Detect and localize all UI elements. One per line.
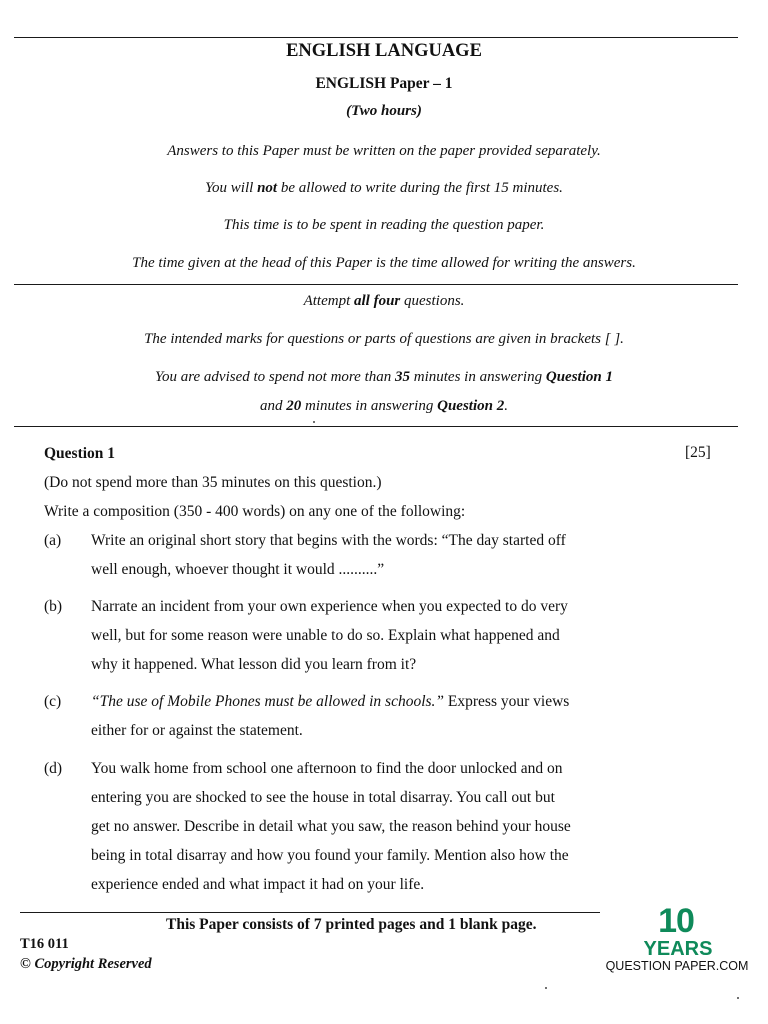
instruction-emphasis: Question 2 [437,398,505,414]
option-text: get no answer. Describe in detail what you saw, the reason behind your house [91,818,571,835]
option-label: (d) [44,760,63,777]
instruction-emphasis: all four [353,293,401,309]
instruction-emphasis: Question 1 [545,369,613,385]
instruction-line [0,180,768,197]
instruction-text: questions. [400,293,465,309]
instruction-line: Answers to this Paper must be written on the paper provided separately. [167,143,601,159]
instruction-line [0,398,768,415]
top-rule [14,37,738,38]
question-prompt: Write a composition (350 - 400 words) on any one of the following: [44,503,466,520]
option-text: experience ended and what impact it had on your life. [91,876,425,893]
paper-duration: (Two hours) [346,103,422,119]
question-marks: [25] [685,444,711,461]
question-heading: Question 1 [44,445,116,462]
option-text: Write an original short story that begins with the words: “The day started off [91,532,566,549]
instruction-text: be allowed to write during the first 15 minutes. [277,180,563,196]
option-text: well enough, whoever thought it would ..........” [91,561,385,578]
paper-number: ENGLISH Paper – 1 [315,75,453,92]
option-label: (c) [44,693,62,710]
paper-title: ENGLISH LANGUAGE [286,41,482,61]
scan-speck [737,997,739,999]
option-text: well, but for some reason were unable to do so. Explain what happened and [91,627,560,644]
watermark-site: QUESTION PAPER.COM [605,959,749,973]
question-note: (Do not spend more than 35 minutes on this question.) [44,474,382,491]
instruction-text: minutes in answering [410,369,546,385]
option-text: either for or against the statement. [91,722,303,739]
instruction-line: The time given at the head of this Paper is the time allowed for writing the answers. [132,255,636,271]
watermark-years: YEARS [643,938,713,960]
scan-speck [545,987,547,989]
section-rule [14,426,738,427]
paper-code: T16 011 [20,936,69,952]
copyright-notice: © Copyright Reserved [20,956,152,972]
option-text: Narrate an incident from your own experience when you expected to do very [91,598,568,615]
instruction-line: The intended marks for questions or parts of questions are given in brackets [ ]. [144,331,624,347]
instruction-text: You will [205,180,258,196]
option-text-rest: Express your views [444,693,570,710]
middle-rule [14,284,738,285]
option-text: why it happened. What lesson did you learn from it? [91,656,417,673]
page-count-note: This Paper consists of 7 printed pages and 1 blank page. [166,916,537,933]
instruction-emphasis: 20 [286,398,302,414]
option-label: (b) [44,598,63,615]
instruction-line [0,369,768,386]
instruction-text: Attempt [303,293,354,309]
option-label: (a) [44,532,62,549]
instruction-line [0,293,768,310]
instruction-text: You are advised to spend not more than [155,369,396,385]
instruction-line: This time is to be spent in reading the question paper. [223,217,545,233]
option-text [91,693,569,711]
instruction-text: minutes in answering [301,398,438,414]
scan-speck [313,421,315,423]
watermark-number: 10 [658,902,694,940]
instruction-text: . [504,398,508,414]
footer-rule [20,912,600,913]
option-text: entering you are shocked to see the house in total disarray. You call out but [91,789,555,806]
option-text: being in total disarray and how you found your family. Mention also how the [91,847,569,864]
option-quote: “The use of Mobile Phones must be allowed in schools.” [91,693,445,710]
instruction-emphasis: 35 [395,369,411,385]
instruction-emphasis: not [257,180,278,196]
instruction-text: and [260,398,287,414]
option-text: You walk home from school one afternoon to find the door unlocked and on [91,760,563,777]
